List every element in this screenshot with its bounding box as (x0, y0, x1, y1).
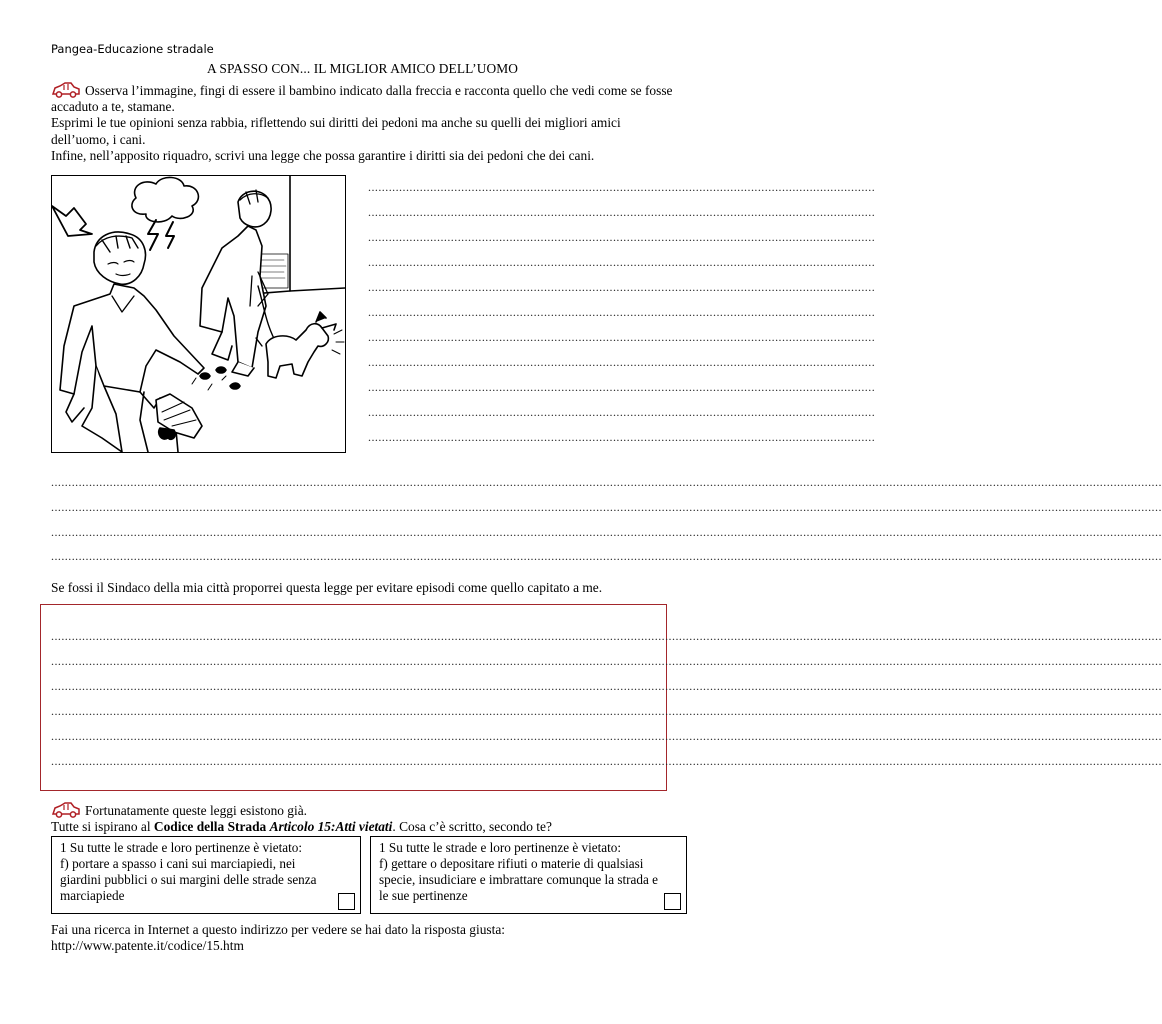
instruction-observe: Osserva l’immagine, fingi di essere il bambino indicato dalla freccia e racconta quello che vedi come se fosse accaduto a te, stamane. (51, 83, 673, 115)
writing-line[interactable]: ................................................................................................................................................... (368, 355, 876, 369)
writing-line[interactable]: ................................................................................................................................................... (368, 255, 876, 269)
option-checkbox-2[interactable] (664, 893, 681, 910)
page-title: A SPASSO CON... IL MIGLIOR AMICO DELL’UOMO (206, 61, 519, 76)
writing-line[interactable]: ................................................................................................................................................... (368, 180, 876, 194)
code-reference-line: Tutte si ispirano al Codice della Strada Articolo 15:Atti vietati. Cosa c’è scritto, secondo te? (51, 819, 552, 835)
laws-intro (51, 802, 691, 835)
car-icon (51, 802, 81, 818)
instructions (51, 82, 681, 164)
illustration-frame (51, 175, 346, 453)
writing-line[interactable]: ................................................................................................................................................... (368, 380, 876, 394)
option-text: f) portare a spasso i cani sui marciapiedi, nei giardini pubblici o sui margini delle strade senza marciapiede (60, 856, 317, 903)
option-text: f) gettare o depositare rifiuti o materie di qualsiasi specie, insudiciare e imbrattare comunque la strada e le sue pertinenze (379, 856, 659, 903)
law-box (40, 604, 1162, 791)
law-writing-line[interactable]: .................................................................................................................................................................................................................................................................................................................................. (51, 729, 1162, 743)
writing-line-full[interactable]: .................................................................................................................................................................................................................................................................................................................................. (51, 525, 1162, 539)
car-icon (51, 82, 81, 98)
law-writing-line[interactable]: .................................................................................................................................................................................................................................................................................................................................. (51, 679, 1162, 693)
code-name: Codice della Strada (153, 819, 267, 835)
instruction-opinions: Esprimi le tue opinioni senza rabbia, riflettendo sui diritti dei pedoni ma anche su quelli dei migliori amici dell’uomo, i cani. (51, 115, 621, 147)
research (51, 922, 691, 954)
writing-line-full[interactable]: .................................................................................................................................................................................................................................................................................................................................. (51, 549, 1162, 563)
law-writing-line[interactable]: .................................................................................................................................................................................................................................................................................................................................. (51, 754, 1162, 768)
option-heading: 1 Su tutte le strade e loro pertinenze è vietato: (60, 840, 303, 855)
writing-line-full[interactable]: .................................................................................................................................................................................................................................................................................................................................. (51, 500, 1162, 514)
writing-line[interactable]: ................................................................................................................................................... (368, 280, 876, 294)
writing-line[interactable]: ................................................................................................................................................... (368, 330, 876, 344)
law-writing-line[interactable]: .................................................................................................................................................................................................................................................................................................................................. (51, 654, 1162, 668)
writing-line[interactable]: ................................................................................................................................................... (368, 430, 876, 444)
option-heading: 1 Su tutte le strade e loro pertinenze è vietato: (379, 840, 622, 855)
writing-line-full[interactable]: .................................................................................................................................................................................................................................................................................................................................. (51, 475, 1162, 489)
boy-dog-illustration (52, 176, 345, 452)
research-instruction: Fai una ricerca in Internet a questo indirizzo per vedere se hai dato la risposta giusta: (51, 922, 505, 937)
law-writing-line[interactable]: .................................................................................................................................................................................................................................................................................................................................. (51, 704, 1162, 718)
research-url[interactable]: http://www.patente.it/codice/15.htm (51, 938, 244, 954)
option-box-1 (51, 836, 361, 914)
writing-line[interactable]: ................................................................................................................................................... (368, 405, 876, 419)
writing-line[interactable]: ................................................................................................................................................... (368, 305, 876, 319)
option-checkbox-1[interactable] (338, 893, 355, 910)
mayor-prompt: Se fossi il Sindaco della mia città proporrei questa legge per evitare episodi come quello capitato a me. (51, 580, 603, 595)
laws-exist-line: Fortunatamente queste leggi esistono già. (51, 802, 691, 819)
instruction-law: Infine, nell’apposito riquadro, scrivi una legge che possa garantire i diritti sia dei pedoni che dei cani. (51, 147, 595, 163)
law-writing-line[interactable]: .................................................................................................................................................................................................................................................................................................................................. (51, 629, 1162, 643)
article-name: Articolo 15:Atti vietati (269, 819, 393, 835)
writing-line[interactable]: ................................................................................................................................................... (368, 230, 876, 244)
option-box-2 (370, 836, 687, 914)
writing-line[interactable]: ................................................................................................................................................... (368, 205, 876, 219)
subject-header: Pangea-Educazione stradale (51, 42, 214, 56)
